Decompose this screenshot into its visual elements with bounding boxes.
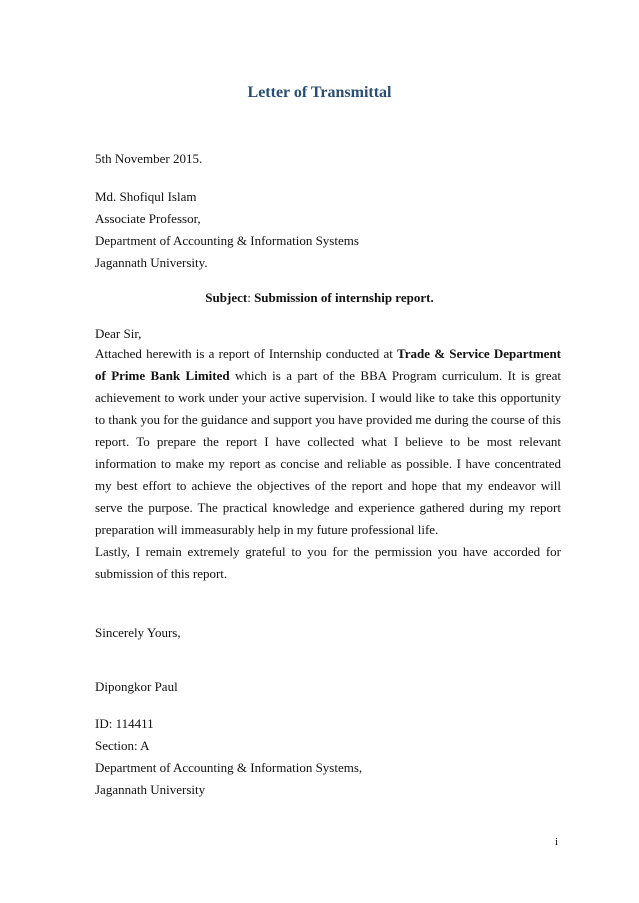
recipient-department: Department of Accounting & Information Systems xyxy=(95,233,359,248)
body-p1-start: Attached herewith is a report of Internship conducted at xyxy=(95,346,398,361)
recipient-position: Associate Professor, xyxy=(95,211,201,226)
closing: Sincerely Yours, xyxy=(95,625,181,640)
sender-university: Jagannath University xyxy=(95,782,206,797)
salutation: Dear Sir, xyxy=(95,326,142,341)
letter-title: Letter of Transmittal xyxy=(247,84,392,101)
body-paragraph-1 xyxy=(95,343,561,541)
subject-text: Submission of internship report. xyxy=(254,290,434,305)
letter-date: 5th November 2015. xyxy=(95,151,203,166)
sender-id: ID: 114411 xyxy=(95,716,154,731)
recipient-university: Jagannath University. xyxy=(95,255,208,270)
recipient-name: Md. Shofiqul Islam xyxy=(95,189,197,204)
page-number: i xyxy=(555,836,559,848)
body-p1-end: which is a part of the BBA Program curriculum. It is great achievement to work under your active supervision. I would like to take this opportunity to thank you for the guidance and support you have provided me during the course of this report. To prepare the report I have collected what I believe to be most relevant information to make my report as concise and reliable as possible. I have concentrated my best effort to achieve the objectives of the report and hope that my endeavor will serve the purpose. The practical knowledge and experience gathered during my report preparation will immeasurably help in my future professional life. xyxy=(95,368,561,537)
body-p1-bold: Trade & Service Department of Prime Bank Limited xyxy=(95,346,562,383)
sender-section: Section: A xyxy=(95,738,150,753)
subject-line xyxy=(0,290,639,306)
sender-department: Department of Accounting & Information Systems, xyxy=(95,760,363,775)
subject-colon: : xyxy=(247,290,255,305)
body-paragraph-2: Lastly, I remain extremely grateful to you for the permission you have accorded for submission of this report. xyxy=(95,544,561,581)
subject-label: Subject xyxy=(205,290,248,305)
sender-name: Dipongkor Paul xyxy=(95,679,178,694)
